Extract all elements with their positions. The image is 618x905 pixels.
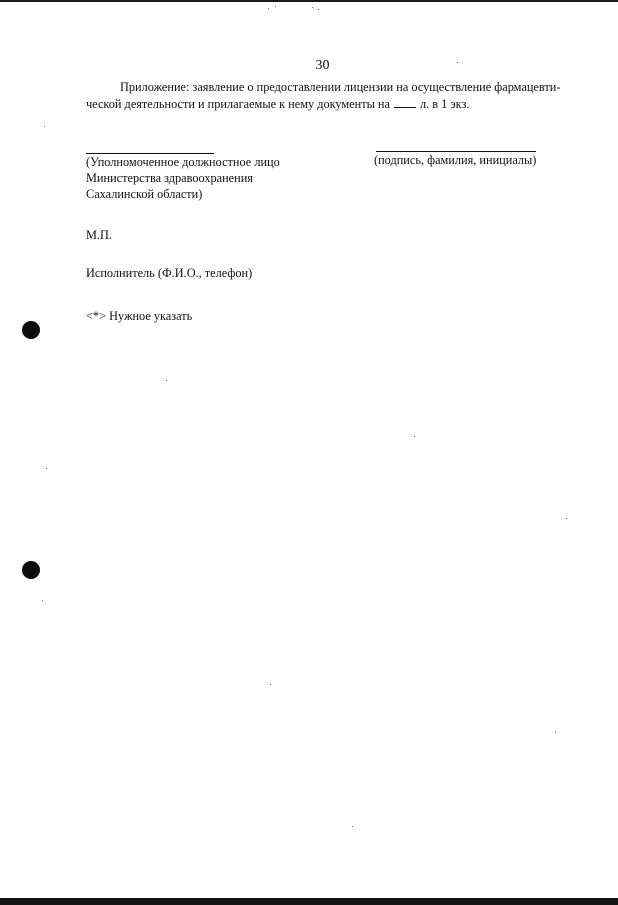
scan-bottom-edge: [0, 898, 618, 905]
official-line-3: Сахалинской области): [86, 187, 203, 201]
scan-speck: [566, 518, 567, 519]
official-line-1: (Уполномоченное должностное лицо: [86, 155, 280, 169]
scan-speck: [166, 380, 167, 381]
scan-speck: [270, 684, 271, 685]
appendix-line-2-text: ческой деятельности и прилагаемые к нему документы на: [86, 97, 390, 111]
scan-speck: [44, 126, 45, 127]
scan-speck: [352, 826, 353, 827]
scan-top-edge: [0, 0, 618, 2]
scan-speck: [555, 732, 556, 733]
scan-speck: [457, 62, 458, 63]
scan-speck: [46, 468, 47, 469]
scan-speck: [318, 9, 319, 10]
sheet-count-blank: [394, 97, 416, 108]
executor-label: Исполнитель (Ф.И.О., телефон): [86, 266, 253, 280]
appendix-line-2-tail: л. в 1 экз.: [419, 97, 470, 111]
scan-speck: [268, 8, 269, 9]
official-line-2: Министерства здравоохранения: [86, 171, 253, 185]
punch-hole-upper: [22, 321, 40, 339]
footnote: <*> Нужное указать: [86, 309, 193, 323]
punch-hole-lower: [22, 561, 40, 579]
stamp-label: М.П.: [86, 228, 112, 242]
scan-speck: [414, 436, 415, 437]
appendix-line-2: [86, 96, 469, 113]
scan-speck: [312, 7, 313, 8]
appendix-line-1: Приложение: заявление о предоставлении лицензии на осуществление фармацевти-: [120, 80, 561, 94]
signature-caption: (подпись, фамилия, инициалы): [374, 153, 537, 167]
scan-speck: [42, 600, 43, 601]
scan-speck: [275, 6, 276, 7]
page-number: 30: [315, 58, 330, 73]
